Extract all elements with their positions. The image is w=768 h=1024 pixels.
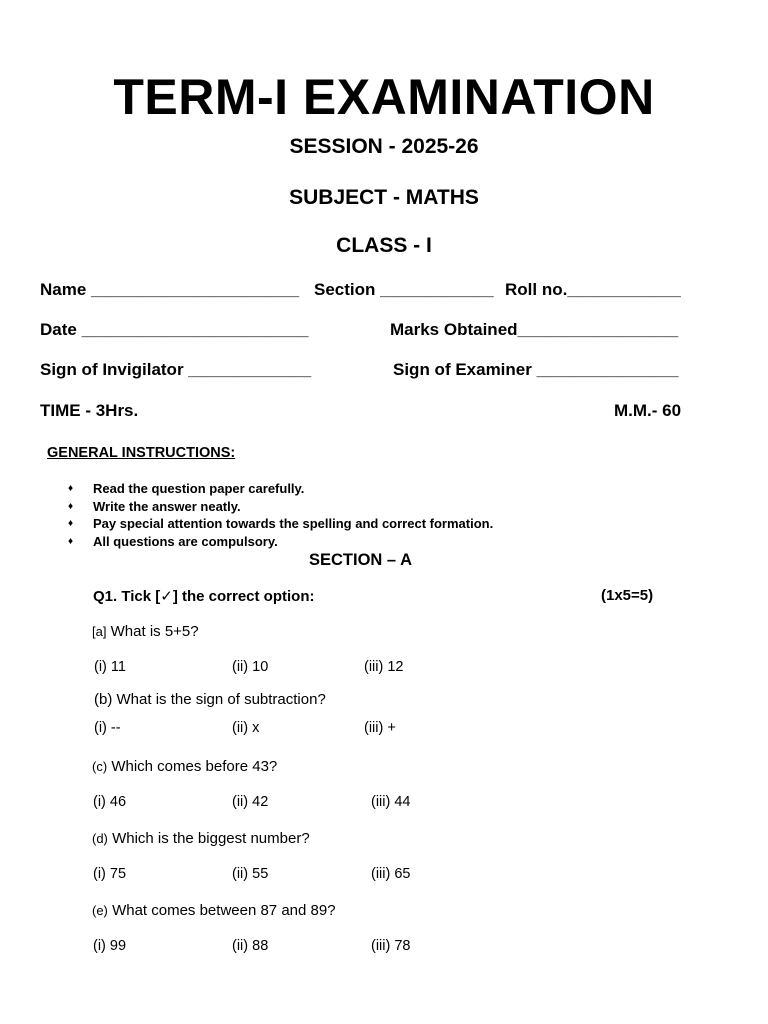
option-b-ii: (ii) x: [232, 720, 260, 736]
diamond-bullet-icon: ♦: [68, 483, 74, 494]
question-label: (c): [92, 759, 108, 774]
roll-no-field: Roll no.____________: [505, 280, 681, 299]
option-e-i: (i) 99: [93, 938, 127, 954]
option-e-iii: (iii) 78: [371, 938, 411, 954]
option-d-iii: (iii) 65: [371, 866, 411, 882]
option-a-iii: (iii) 12: [364, 659, 404, 675]
instruction-text: All questions are compulsory.: [93, 533, 278, 549]
diamond-bullet-icon: ♦: [68, 518, 74, 529]
question-text: Which is the biggest number?: [112, 830, 310, 847]
name-field: Name ______________________: [40, 280, 300, 299]
option-c-i: (i) 46: [93, 794, 127, 810]
option-e-ii: (ii) 88: [232, 938, 269, 954]
max-marks-label: M.M.- 60: [614, 401, 682, 420]
option-b-iii: (iii) +: [364, 720, 396, 736]
list-item: [68, 480, 493, 498]
instruction-text: Write the answer neatly.: [93, 498, 241, 514]
subject-label: SUBJECT - MATHS: [289, 186, 479, 209]
option-a-ii: (ii) 10: [232, 659, 269, 675]
option-c-iii: (iii) 44: [371, 794, 411, 810]
list-item: [68, 498, 493, 516]
session-label: SESSION - 2025-26: [289, 135, 479, 158]
list-item: [68, 515, 493, 533]
question-b: [94, 691, 326, 708]
date-field: Date ________________________: [40, 320, 309, 339]
question-text: What is 5+5?: [110, 623, 199, 640]
option-c-ii: (ii) 42: [232, 794, 269, 810]
question-label: (b): [94, 691, 113, 708]
instruction-text: Pay special attention towards the spelling and correct formation.: [93, 516, 494, 531]
question-text: What comes between 87 and 89?: [112, 902, 336, 919]
option-a-i: (i) 11: [94, 659, 126, 675]
question-e: [92, 902, 336, 919]
instructions-list: [68, 480, 493, 550]
question-label: (d): [92, 831, 108, 846]
diamond-bullet-icon: ♦: [68, 535, 74, 547]
question-text: What is the sign of subtraction?: [116, 691, 326, 708]
option-b-i: (i) --: [94, 720, 121, 736]
diamond-bullet-icon: ♦: [68, 500, 74, 512]
q1-title: Q1. Tick [✓] the correct option:: [93, 588, 315, 605]
invigilator-sign-field: Sign of Invigilator _____________: [40, 360, 312, 379]
instructions-heading: GENERAL INSTRUCTIONS:: [47, 445, 236, 461]
section-a-title: SECTION – A: [309, 551, 412, 569]
option-d-ii: (ii) 55: [232, 866, 269, 882]
question-text: Which comes before 43?: [111, 758, 278, 775]
list-item: [68, 533, 493, 551]
class-label: CLASS - I: [336, 234, 432, 257]
time-label: TIME - 3Hrs.: [40, 401, 139, 420]
question-label: [a]: [92, 624, 107, 639]
question-a: [92, 623, 199, 640]
exam-title: TERM-I EXAMINATION: [113, 69, 655, 125]
marks-obtained-field: Marks Obtained_________________: [390, 320, 679, 339]
q1-marks: (1x5=5): [601, 587, 654, 604]
instruction-text: Read the question paper carefully.: [93, 481, 305, 496]
option-d-i: (i) 75: [93, 866, 127, 882]
examiner-sign-field: Sign of Examiner _______________: [393, 360, 679, 379]
question-label: (e): [92, 903, 108, 918]
section-field: Section ____________: [314, 280, 494, 299]
question-c: [92, 758, 277, 775]
question-d: [92, 830, 310, 847]
